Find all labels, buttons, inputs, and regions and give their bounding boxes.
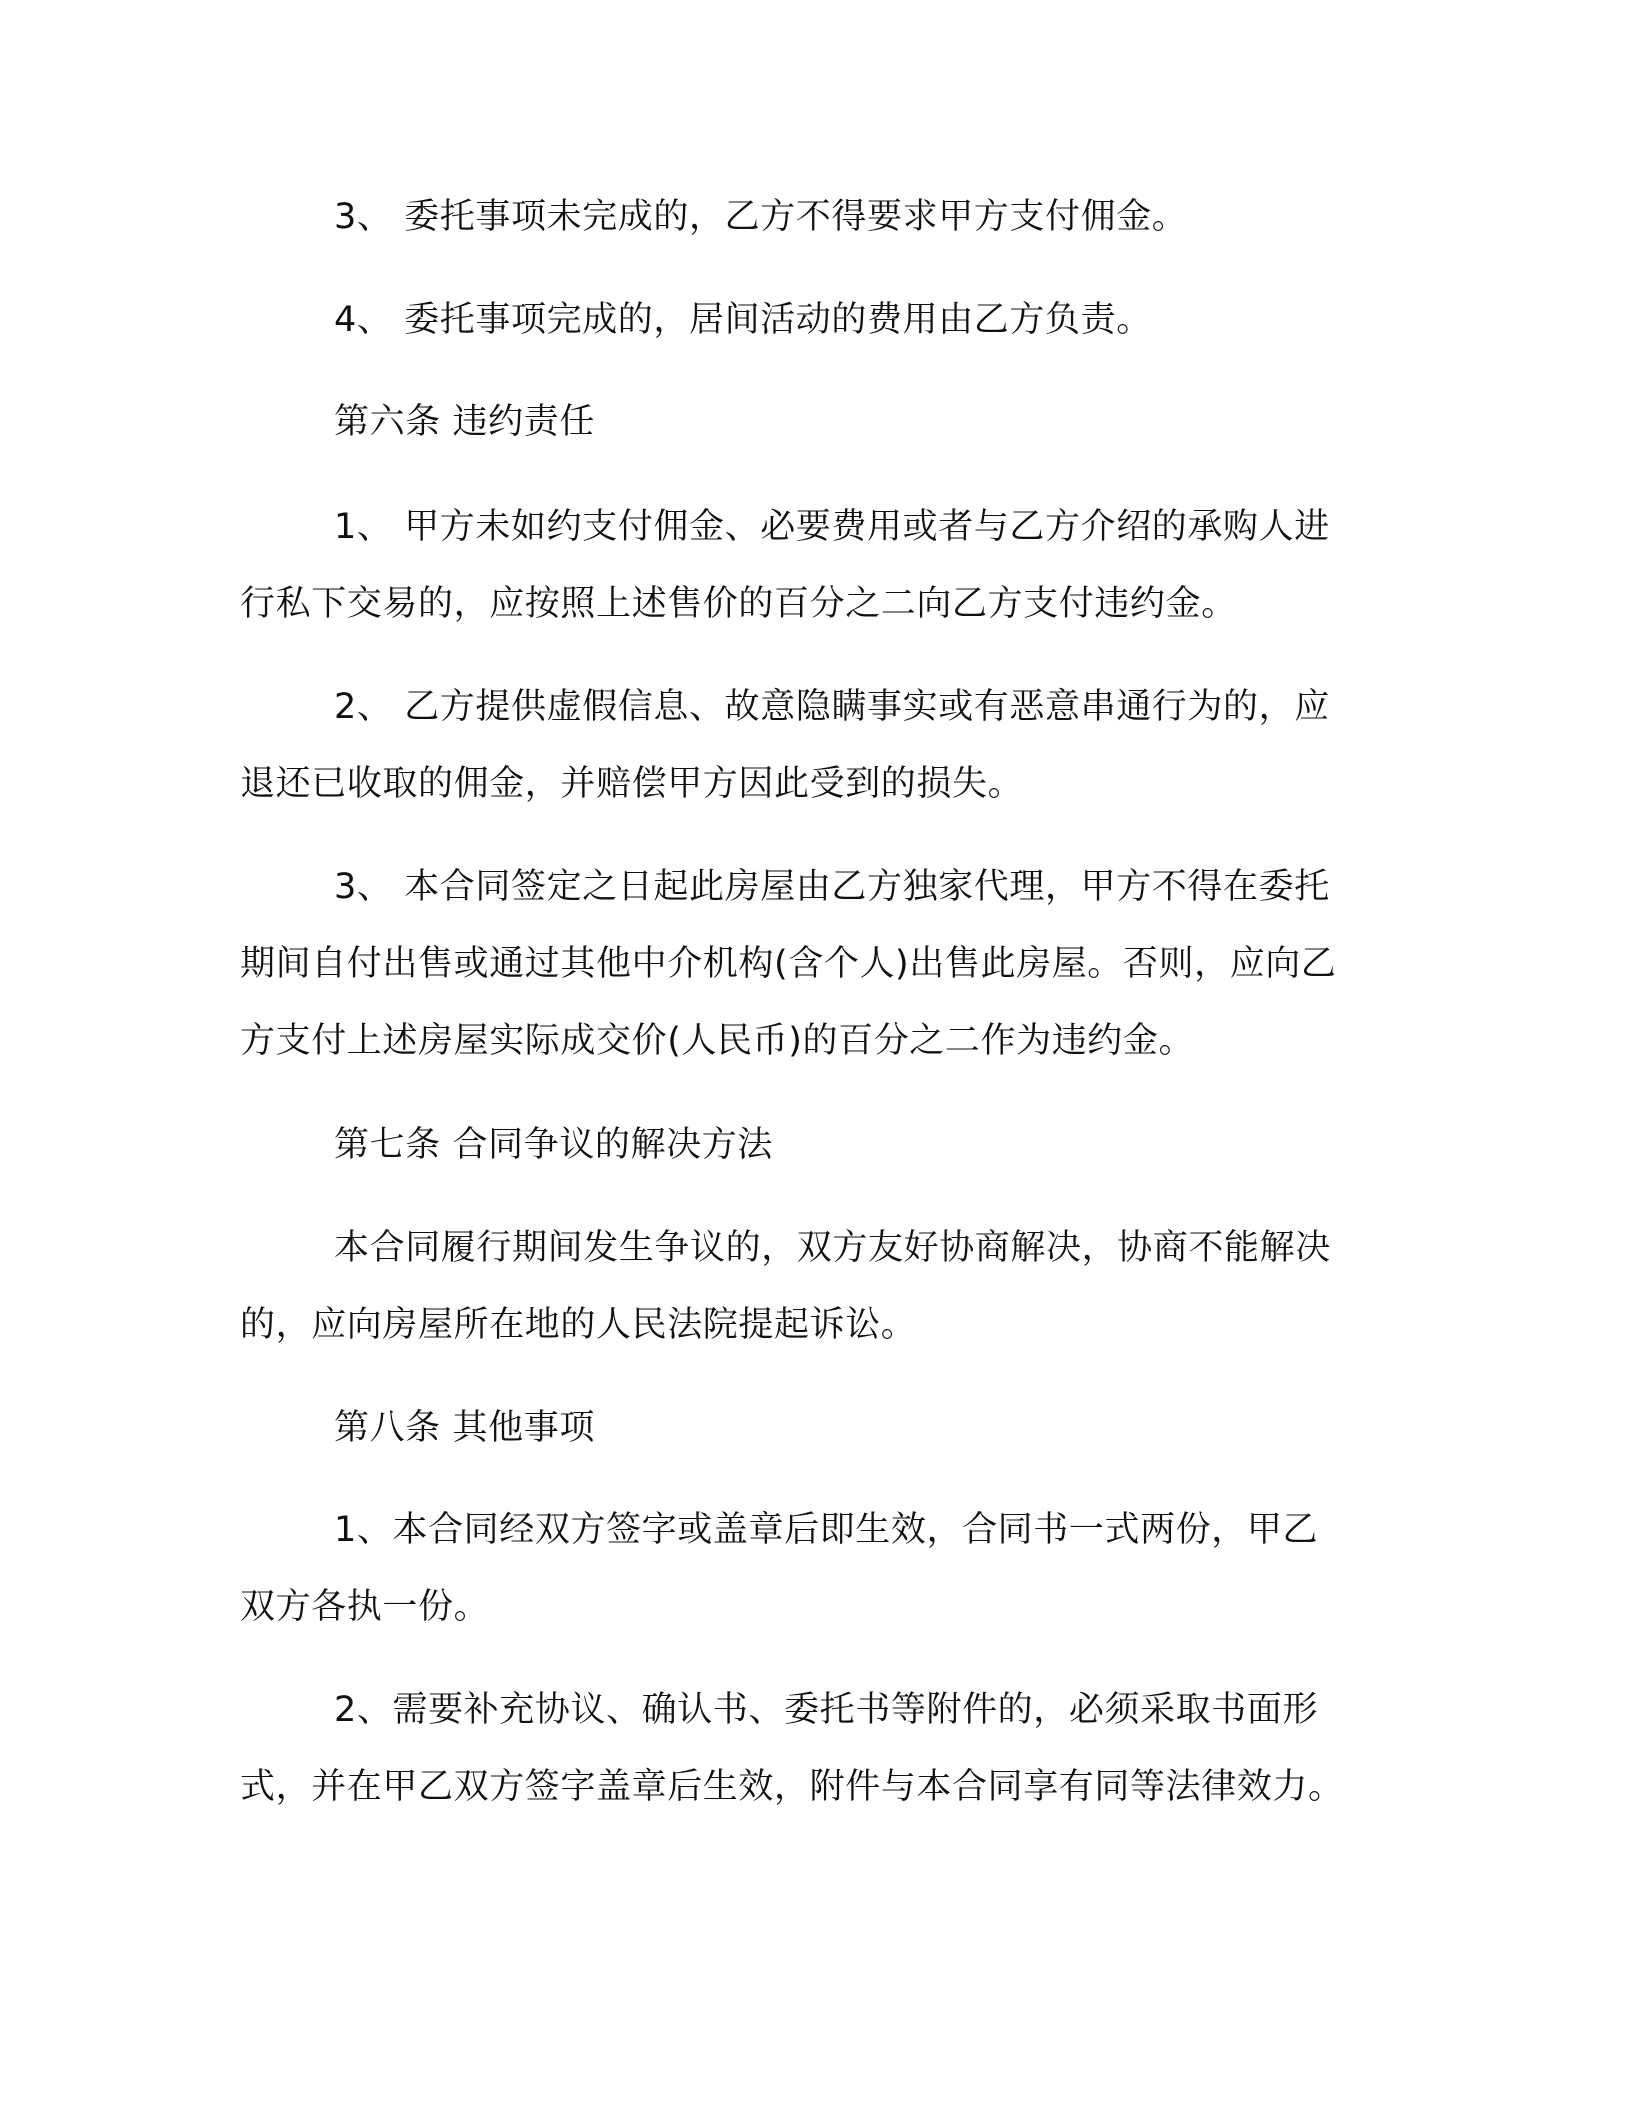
article-6-item-3-line-1: 3、 本合同签定之日起此房屋由乙方独家代理，甲方不得在委托 bbox=[334, 867, 1330, 907]
article-8-item-1-line-2: 双方各执一份。 bbox=[240, 1587, 490, 1627]
article-8-item-2-line-1: 2、需要补充协议、确认书、委托书等附件的，必须采取书面形 bbox=[334, 1690, 1319, 1730]
article-7-body-line-1: 本合同履行期间发生争议的，双方友好协商解决，协商不能解决 bbox=[334, 1228, 1331, 1268]
article-6-item-1-line-1: 1、 甲方未如约支付佣金、必要费用或者与乙方介绍的承购人进 bbox=[334, 507, 1330, 547]
article-6-item-3-line-3: 方支付上述房屋实际成交价(人民币)的百分之二作为违约金。 bbox=[240, 1021, 1195, 1061]
article-7-heading: 第七条 合同争议的解决方法 bbox=[334, 1125, 773, 1165]
clause-5-item-4: 4、 委托事项完成的，居间活动的费用由乙方负责。 bbox=[334, 300, 1152, 340]
article-8-heading: 第八条 其他事项 bbox=[334, 1408, 595, 1448]
article-6-item-2-line-2: 退还已收取的佣金，并赔偿甲方因此受到的损失。 bbox=[240, 764, 1024, 804]
article-7-body-line-2: 的，应向房屋所在地的人民法院提起诉讼。 bbox=[240, 1305, 917, 1345]
article-6-item-2-line-1: 2、 乙方提供虚假信息、故意隐瞒事实或有恶意串通行为的，应 bbox=[334, 687, 1330, 727]
article-6-heading: 第六条 违约责任 bbox=[334, 402, 595, 442]
article-6-item-1-line-2: 行私下交易的，应按照上述售价的百分之二向乙方支付违约金。 bbox=[240, 584, 1237, 624]
clause-5-item-3: 3、 委托事项未完成的，乙方不得要求甲方支付佣金。 bbox=[334, 197, 1188, 237]
article-8-item-1-line-1: 1、本合同经双方签字或盖章后即生效，合同书一式两份，甲乙 bbox=[334, 1510, 1319, 1550]
article-8-item-2-line-2: 式，并在甲乙双方签字盖章后生效，附件与本合同享有同等法律效力。 bbox=[240, 1767, 1344, 1807]
article-6-item-3-line-2: 期间自付出售或通过其他中介机构(含个人)出售此房屋。否则，应向乙 bbox=[240, 944, 1337, 984]
